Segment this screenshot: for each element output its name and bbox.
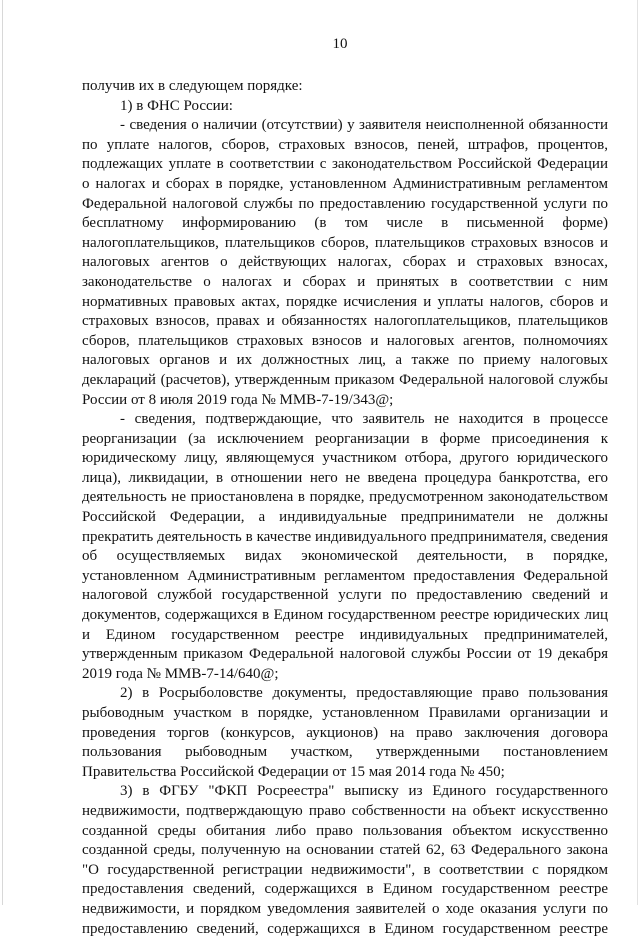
- text-line: нормативных правовых актах, порядке исчисления и уплаты налогов, сборов и: [82, 293, 608, 310]
- text-line: сборов, плательщиков страховых взносов и налоговых агентов, полномочиях: [82, 332, 608, 349]
- text-line: - сведения о наличии (отсутствии) у заявителя неисполненной обязанности: [120, 117, 608, 134]
- text-line: об осуществляемых видах экономической деятельности, в порядке,: [82, 548, 608, 565]
- text-line: страховых взносов, правах и обязанностях налогоплательщиков, плательщиков: [82, 313, 608, 330]
- text-line: предоставлению сведений, содержащихся в Едином государственном реестре: [82, 920, 608, 937]
- text-line: России от 8 июля 2019 года № ММВ-7-19/343@;: [82, 391, 394, 408]
- text-line: проведения торгов (конкурсов, аукционов) на право заключения договора: [82, 724, 608, 741]
- text-line: деятельность не приостановлена в порядке, предусмотренном законодательством: [82, 489, 608, 506]
- text-line: законодательстве о налогах и сборах и принятых в соответствии с ним: [82, 273, 608, 290]
- text-line: рыбоводным участком в порядке, установленном Правилами организации и: [82, 705, 608, 721]
- text-line: бесплатному информированию (в том числе в письменной форме): [82, 215, 608, 232]
- text-line: подлежащих уплате в соответствии с законодательством Российской Федерации: [82, 156, 608, 173]
- text-line: предоставления сведений, содержащихся в Едином государственном реестре: [82, 881, 608, 898]
- scan-edge-left: [2, 0, 3, 905]
- text-line: Федеральной налоговой службы по предоставлению государственной услуги по: [82, 195, 608, 212]
- text-line: Российской Федерации, а индивидуальные предприниматели не должны: [82, 509, 608, 526]
- text-line: Правительства Российской Федерации от 15 мая 2014 года № 450;: [82, 763, 505, 780]
- text-line: 2) в Росрыболовстве документы, предоставляющие право пользования: [120, 685, 608, 702]
- text-line: о налогах и сборах в порядке, установленном Административным регламентом: [82, 175, 608, 192]
- text-line: деклараций (расчетов), утвержденным приказом Федеральной налоговой службы: [82, 371, 608, 388]
- text-line: 1) в ФНС России:: [120, 97, 233, 114]
- text-line: реорганизации (за исключением реорганизации в форме присоединения к: [82, 430, 608, 447]
- text-line: налоговых агентов о действующих налогах, сборах и страховых взносах,: [82, 254, 608, 271]
- text-line: установленном Административным регламентом предоставления Федеральной: [82, 567, 608, 584]
- text-line: пользования рыбоводным участком, утвержденными постановлением: [82, 744, 608, 761]
- text-line: налоговой службой государственной услуги по предоставлению сведений и: [82, 587, 608, 604]
- text-line: документов, содержащихся в Едином государственном реестре юридических лиц: [82, 607, 608, 624]
- text-line: прекратить деятельность в качестве индивидуального предпринимателя, сведения: [82, 528, 608, 545]
- text-line: созданной среды, полученную на основании статей 62, 63 Федерального закона: [82, 842, 608, 859]
- text-line: 2019 года № ММВ-7-14/640@;: [82, 665, 279, 682]
- text-line: - сведения, подтверждающие, что заявитель не находится в процессе: [120, 411, 608, 428]
- text-line: "О государственной регистрации недвижимости", в соответствии с порядком: [82, 861, 608, 878]
- text-line: налоговых органов и их должностных лиц, а также по приему налоговых: [82, 352, 608, 369]
- document-body: [82, 77, 608, 939]
- page-number: 10: [332, 36, 348, 52]
- text-line: налогоплательщиков, плательщиков сборов, плательщиков страховых взносов и: [82, 234, 608, 251]
- text-line: и Едином государственном реестре индивидуальных предпринимателей,: [82, 626, 608, 643]
- text-line: созданной среды обитания либо право пользования объектом искусственно: [82, 822, 608, 839]
- text-line: лица), ликвидации, в отношении него не введена процедура банкротства, его: [82, 469, 608, 486]
- text-line: недвижимости, подтверждающую право собственности на объект искусственно: [82, 802, 608, 819]
- text-line: утвержденным приказом Федеральной налоговой службы России от 19 декабря: [82, 646, 608, 663]
- text-line: по уплате налогов, сборов, страховых взносов, пеней, штрафов, процентов,: [82, 136, 608, 153]
- text-line: юридическому лицу, являющемуся участником отбора, другого юридического: [82, 450, 608, 467]
- text-line: недвижимости, и порядком уведомления заявителей о ходе оказания услуги по: [82, 900, 608, 917]
- text-line: получив их в следующем порядке:: [82, 78, 303, 94]
- text-line: 3) в ФГБУ "ФКП Росреестра" выписку из Единого государственного: [120, 783, 608, 800]
- scan-edge-right: [637, 0, 638, 905]
